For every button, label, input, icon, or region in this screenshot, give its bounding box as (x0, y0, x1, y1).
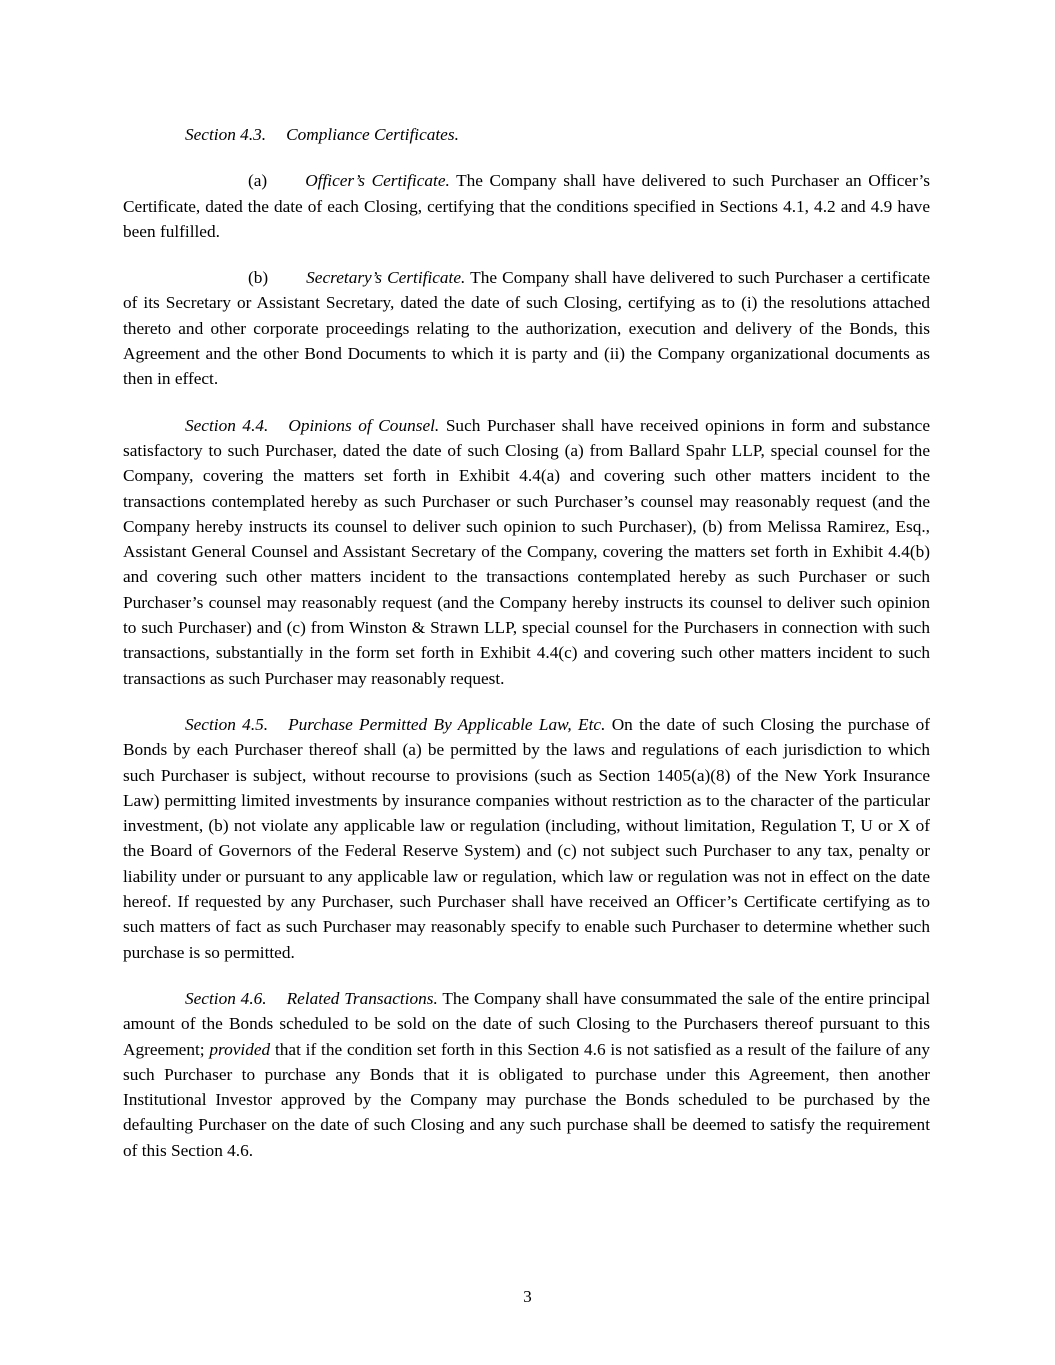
tab-spacer (267, 1003, 287, 1004)
section-4-3-title: Compliance Certificates. (286, 125, 459, 144)
paragraph-b-lead: Secretary’s Certificate. (306, 268, 466, 288)
paragraph-a (123, 168, 930, 244)
section-4-4-body: Such Purchaser shall have received opinions in form and substance satisfactory to such Purchaser, dated the date of such Closing (a) from Ballard Spahr LLP, special counsel for the Company, covering the matters set forth in Exhibit 4.4(a) and covering such other matters incident to the transactions contemplated hereby as such Purchaser or such Purchaser’s counsel may reasonably request (and the Company hereby instructs its counsel to deliver such opinion to such Purchaser), (b) from Melissa Ramirez, Esq., Assistant General Counsel and Assistant Secretary of the Company, covering the matters set forth in Exhibit 4.4(b) and covering such other matters incident to the transactions contemplated hereby as such Purchaser or such Purchaser’s counsel may reasonably request (and the Company hereby instructs its counsel to deliver such opinion to such Purchaser) and (c) from Winston & Strawn LLP, special counsel for the Purchasers in connection with such transactions, substantially in the form set forth in Exhibit 4.4(c) and covering such other matters incident to such transactions as such Purchaser may reasonably request. (123, 415, 931, 688)
section-4-6-paragraph (123, 986, 930, 1163)
tab-spacer (268, 282, 306, 283)
section-4-5-lead: Purchase Permitted By Applicable Law, Etc. (288, 714, 606, 734)
section-4-3-heading (123, 122, 930, 147)
paragraph-b (123, 265, 930, 391)
section-4-6-body-part1: The Company shall have consummated the sale of the entire principal amount of the Bonds scheduled to be sold on the date of such Closing to the Purchasers thereof pursuant to this Agreement; (123, 988, 931, 1059)
section-4-6-provided-term: provided (209, 1039, 271, 1059)
section-4-6-lead: Related Transactions. (286, 988, 438, 1008)
tab-spacer (266, 139, 286, 140)
section-4-3-label: Section 4.3. (185, 125, 267, 144)
document-body (123, 122, 930, 1184)
tab-spacer (267, 185, 305, 186)
section-4-6-label: Section 4.6. (185, 988, 267, 1008)
page-number: 3 (523, 1287, 532, 1306)
tab-spacer (268, 430, 288, 431)
section-4-4-paragraph (123, 413, 930, 691)
tab-spacer (268, 729, 288, 730)
section-4-4-lead: Opinions of Counsel. (288, 415, 440, 435)
section-4-4-label: Section 4.4. (185, 415, 269, 435)
paragraph-b-label: (b) (248, 268, 269, 288)
section-4-5-body: On the date of such Closing the purchase of Bonds by each Purchaser thereof shall (a) be permitted by the laws and regulations of each jurisdiction to which such Purchaser is subject, without recourse to provisions (such as Section 1405(a)(8) of the New York Insurance Law) permitting limited investments by insurance companies without restriction as to the character of the particular investment, (b) not violate any applicable law or regulation (including, without limitation, Regulation T, U or X of the Board of Governors of the Federal Reserve System) and (c) not subject such Purchaser to any tax, penalty or liability under or pursuant to any applicable law or regulation, which law or regulation was not in effect on the date hereof. If requested by any Purchaser, such Purchaser shall have received an Officer’s Certificate certifying as to such matters of fact as such Purchaser may reasonably specify to enable such Purchaser to determine whether such purchase is so permitted. (123, 714, 930, 962)
section-4-6-body-part2: that if the condition set forth in this Section 4.6 is not satisfied as a result of the failure of any such Purchaser to purchase any Bonds that it is obligated to purchase under this Agreement, then another Institutional Investor approved by the Company may purchase the Bonds scheduled to be purchased by the defaulting Purchaser on the date of such Closing and any such purchase shall be deemed to satisfy the requirement of this Section 4.6. (123, 1039, 930, 1160)
paragraph-b-body: The Company shall have delivered to such Purchaser a certificate of its Secretary or Assistant Secretary, dated the date of such Closing, certifying as to (i) the resolutions attached thereto and other corporate proceedings relating to the authorization, execution and delivery of the Bonds, this Agreement and the other Bond Documents to which it is party and (ii) the Company organizational documents as then in effect. (123, 268, 930, 389)
paragraph-a-body: The Company shall have delivered to such Purchaser an Officer’s Certificate, dated the date of each Closing, certifying that the conditions specified in Sections 4.1, 4.2 and 4.9 have been fulfilled. (123, 171, 930, 241)
section-4-5-label: Section 4.5. (185, 714, 269, 734)
section-4-5-paragraph (123, 712, 930, 965)
paragraph-a-lead: Officer’s Certificate. (305, 171, 450, 191)
paragraph-a-label: (a) (248, 171, 268, 191)
